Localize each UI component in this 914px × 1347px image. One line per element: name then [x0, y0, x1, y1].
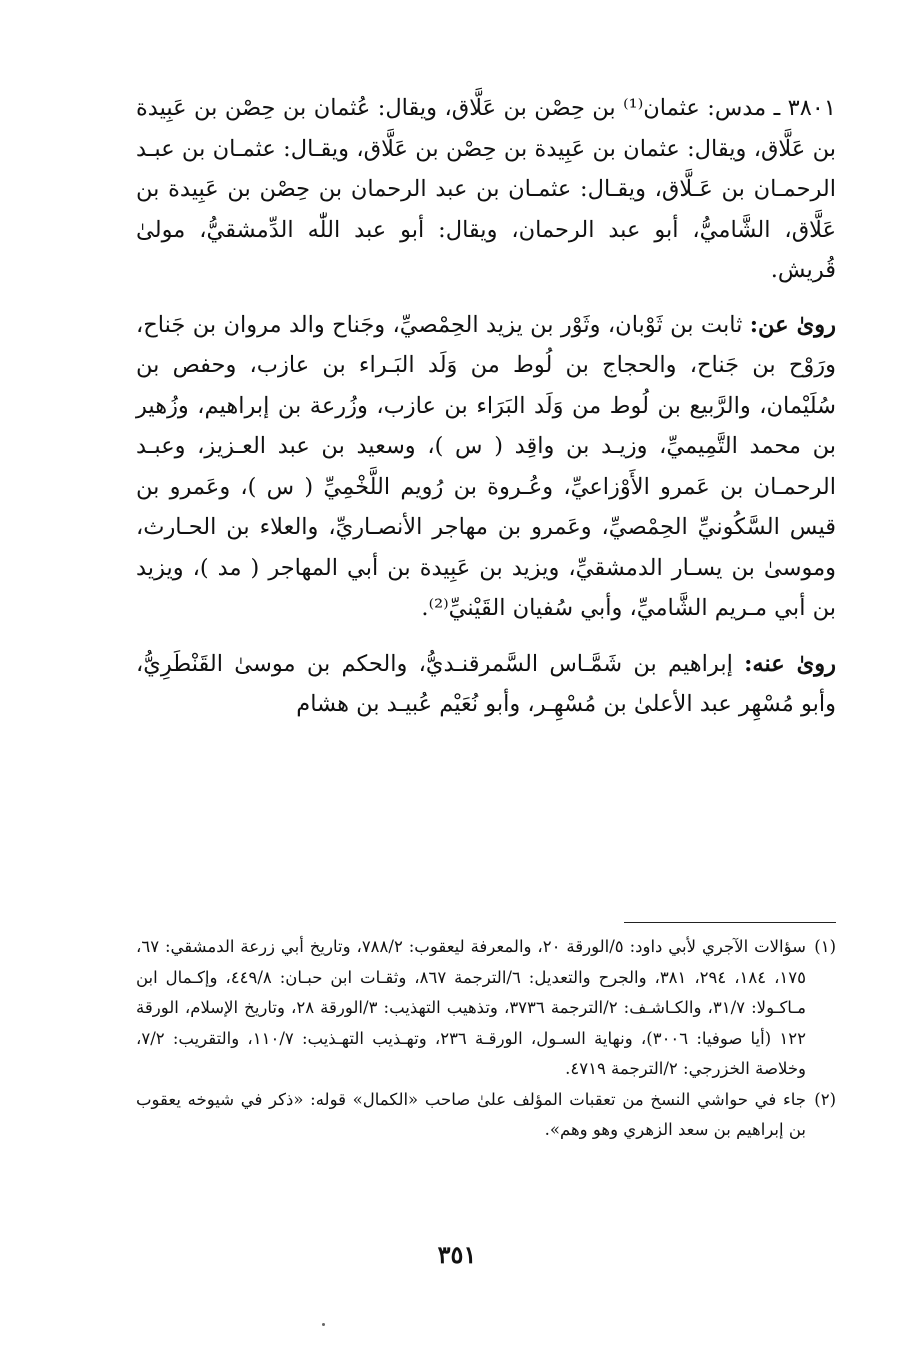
- narrated-by-paragraph: [136, 644, 836, 725]
- narrated-from-text: ثابت بن ثَوْبان، وثَوْر بن يزيد الحِمْصيِّ، وجَناح والد مروان بن جَناح، ورَوْح بن جَناح، والحجاج بن لُوط من وَلَد البَـراء بن عازب، وحفص بن سُلَيْمان، والرَّبيع بن لُوط من وَلَد البَرَاء بن عازب، وزُرعة بن إبراهيم، وزُهير بن محمد التَّمِيميِّ، وزيـد بن واقِد ( س )، وسعيد بن عبد العـزيز، وعبـد الرحمـان بن عَمرو الأَوْزاعيِّ، وعُـروة بن رُويم اللَّخْمِيِّ ( س )، وعَمرو بن قيس السَّكُونيِّ الحِمْصيِّ، وعَمرو بن مهاجر الأنصـاريِّ، والعلاء بن الحـارث، وموسىٰ بن يسـار الدمشقيِّ، ويزيد بن عَبِيدة بن أبي المهاجر ( مد )، ويزيد بن أبي مـريم الشَّاميِّ، وأبي سُفيان القَيْنيِّ⁽²⁾.: [136, 311, 836, 621]
- main-text: [136, 88, 836, 740]
- footnote-1-text: سؤالات الآجري لأبي داود: ٥/الورقة ٢٠، والمعرفة ليعقوب: ٧٨٨/٢، وتاريخ أبي زرعة الدمشقي: ٦٧، ١٧٥، ١٨٤، ٢٩٤، ٣٨١، والجرح والتعديل: ٦/الترجمة ٨٦٧، وثقـات ابن حبـان: ٤٤٩/٨، وإكـمال ابن مـاكـولا: ٣١/٧، والكـاشـف: ٢/الترجمة ٣٧٣٦، وتذهيب التهذيب: ٣/الورقة ٢٨، وتاريخ الإسلام، الورقة ١٢٢ (أيا صوفيا: ٣٠٠٦)، ونهاية السـول، الورقـة ٢٣٦، وتهـذيب التهـذيب: ١١٠/٧، والتقريب: ٧/٢، وخلاصة الخزرجي: ٢/الترجمة ٤٧١٩.: [136, 937, 806, 1078]
- narrated-by-text: إبراهيم بن شَمَّـاس السَّمرقنـديُّ، والحكم بن موسىٰ القَنْطَرِيُّ، وأبو مُسْهِر عبد الأعلىٰ بن مُسْهِـر، وأبو نُعَيْم عُبيـد بن هشام: [136, 650, 836, 717]
- footnote-2: [136, 1085, 836, 1146]
- footnote-1-number: (١): [814, 937, 836, 956]
- footnote-2-text: جاء في حواشي النسخ من تعقبات المؤلف علىٰ صاحب «الكمال» قوله: «ذكر في شيوخه يعقوب بن إبراهيم بن سعد الزهري وهو وهم».: [136, 1089, 806, 1139]
- footnote-2-number: (٢): [814, 1089, 836, 1109]
- narrated-by-label: روىٰ عنه:: [744, 650, 836, 677]
- narrated-from-label: روىٰ عن:: [749, 311, 836, 338]
- scan-speck: [322, 1323, 325, 1326]
- page-number: ٣٥١: [437, 1240, 477, 1269]
- entry-header-paragraph: ٣٨٠١ ـ مدس: عثمان⁽¹⁾ بن حِصْن بن عَلَّاق، ويقال: عُثمان بن حِصْن بن عَبِيدة بن عَلَّاق، ويقال: عثمان بن عَبِيدة بن حِصْن بن عَلَّاق، ويقـال: عثمـان بن عبـد الرحمـان بن عَـلَّاق، ويقـال: عثمـان بن عبد الرحمان بن حِصْن بن عَبِيدة بن عَلَّاق، الشَّاميُّ، أبو عبد الرحمان، ويقال: أبو عبد اللّٰه الدِّمشقيُّ، مولىٰ قُريش.: [136, 95, 836, 283]
- narrated-from-paragraph: [136, 305, 836, 629]
- footnotes: [136, 932, 836, 1146]
- footnote-separator: [624, 922, 836, 923]
- footnote-1: [136, 932, 836, 1085]
